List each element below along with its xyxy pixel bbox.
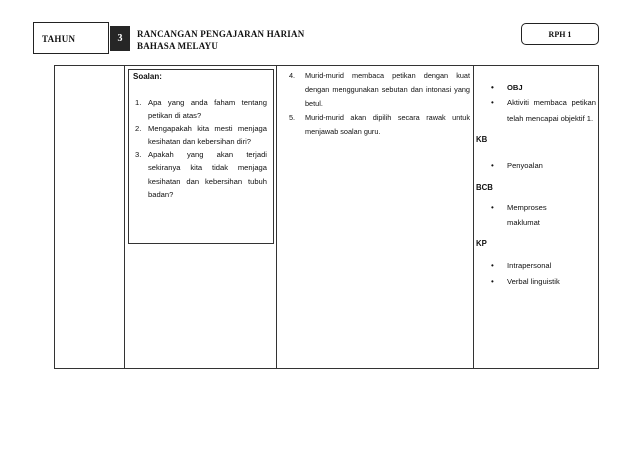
title-line-1: RANCANGAN PENGAJARAN HARIAN xyxy=(137,29,305,39)
soalan-box xyxy=(128,69,274,244)
soalan-title: Soalan: xyxy=(133,72,162,81)
kp-list xyxy=(476,258,596,289)
kb-list xyxy=(476,158,596,173)
activity-step: 5. Murid-murid akan dipilih secara rawak untuk menjawab soalan guru. xyxy=(289,113,470,136)
soalan-list xyxy=(133,96,267,201)
activity-step: 4. Murid-murid membaca petikan dengan kuat dengan menggunakan sebutan dan intonasi yang betul. xyxy=(289,71,470,108)
kp-item: • Intrapersonal xyxy=(476,258,596,273)
bcb-item: • Memproses maklumat xyxy=(476,200,550,231)
tahun-number-badge: 3 xyxy=(110,26,130,51)
soalan-item: 2. Mengapakah kita mesti menjaga kesihatan dan kebersihan diri? xyxy=(135,124,267,147)
aktiviti-item: • Aktiviti membaca petikan telah mencapai objektif 1. xyxy=(476,95,596,126)
column-divider xyxy=(124,66,125,368)
document-title xyxy=(137,28,304,52)
column-divider xyxy=(473,66,474,368)
rph-badge: RPH 1 xyxy=(521,23,599,45)
obj-item: • OBJ xyxy=(476,80,596,95)
kb-item: • Penyoalan xyxy=(476,158,596,173)
tahun-box xyxy=(33,22,109,54)
column-divider xyxy=(276,66,277,368)
notes-column xyxy=(476,80,596,289)
bcb-list xyxy=(476,200,596,231)
lesson-table xyxy=(54,65,599,369)
soalan-item: 1. Apa yang anda faham tentang petikan di atas? xyxy=(135,98,267,121)
bcb-label: BCB xyxy=(476,182,493,192)
activity-steps xyxy=(287,69,470,139)
tahun-label: TAHUN xyxy=(42,34,76,44)
kb-label: KB xyxy=(476,135,488,145)
kp-item: • Verbal linguistik xyxy=(476,274,596,289)
title-line-2: BAHASA MELAYU xyxy=(137,41,219,51)
soalan-item: 3. Apakah yang akan terjadi sekiranya kita tidak menjaga kesihatan dan kebersihan tubuh badan? xyxy=(135,150,267,199)
obj-list xyxy=(476,80,596,126)
kp-label: KP xyxy=(476,239,487,249)
